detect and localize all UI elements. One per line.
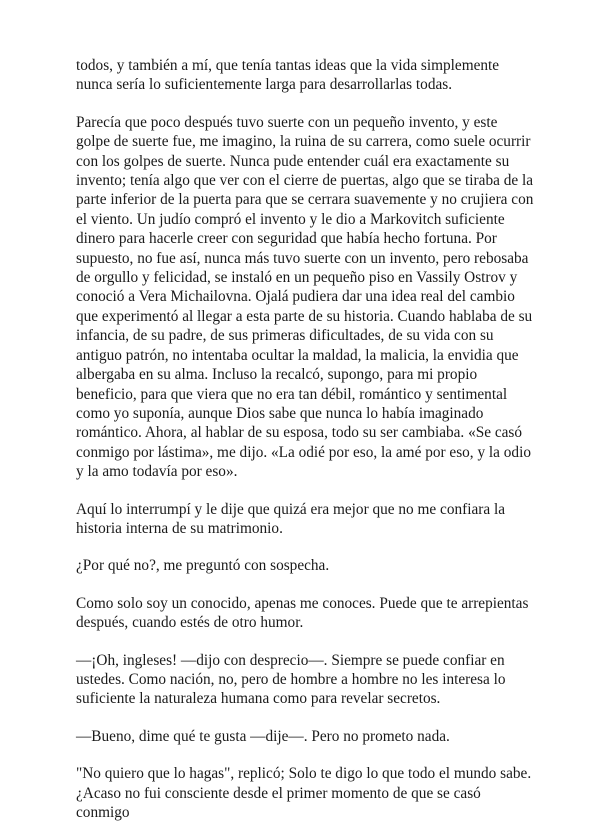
paragraph: Como solo soy un conocido, apenas me conoces. Puede que te arrepientas después, cuando estés de otro humor. (76, 594, 529, 632)
paragraph: todos, y también a mí, que tenía tantas ideas que la vida simplemente nunca sería lo suficientemente larga para desarrollarlas todas. (76, 57, 500, 94)
paragraph: —¡Oh, ingleses! —dijo con desprecio—. Siempre se puede confiar en ustedes. Como nación, no, pero de hombre a hombre no les interesa lo suficiente la naturaleza humana como para revelar secretos. (76, 651, 506, 708)
paragraph: —Bueno, dime qué te gusta —dije—. Pero no prometo nada. (76, 727, 450, 745)
paragraph: ¿Por qué no?, me preguntó con sospecha. (76, 557, 330, 575)
paragraph: "No quiero que lo hagas", replicó; Solo te digo lo que todo el mundo sabe. ¿Acaso no fui consciente desde el primer momento de que se casó conmigo (76, 765, 532, 821)
document-page (76, 56, 534, 840)
paragraph: Parecía que poco después tuvo suerte con un pequeño invento, y este golpe de suerte fue, me imagino, la ruina de su carrera, como suele ocurrir con los golpes de suerte. Nunca pude entender cuál era exactamente su invento; tenía algo que ver con el cierre de puertas, algo que se tiraba de la parte inferior de la puerta para que se cerrara suavemente y no crujiera con el viento. Un judío compró el invento y le dio a Markovitch suficiente dinero para hacerle creer con seguridad que había hecho fortuna. Por supuesto, no fue así, nunca más tuvo suerte con un invento, pero rebosaba de orgullo y felicidad, se instaló en un pequeño piso en Vassily Ostrov y conoció a Vera Michailovna. Ojalá pudiera dar una idea real del cambio que experimentó al llegar a esta parte de su historia. Cuando hablaba de su infancia, de su padre, de sus primeras dificultades, de su vida con su antiguo patrón, no intentaba ocultar la maldad, la malicia, la envidia que albergaba en su alma. Incluso la recalcó, supongo, para mi propio beneficio, para que viera que no era tan débil, romántico y sentimental como yo suponía, aunque Dios sabe que nunca lo había imaginado romántico. Ahora, al hablar de su esposa, todo su ser cambiaba. «Se casó conmigo por lástima», me dijo. «La odié por eso, la amé por eso, y la odio y la amo todavía por eso». (76, 113, 534, 481)
paragraph: Aquí lo interrumpí y le dije que quizá era mejor que no me confiara la historia interna de su matrimonio. (76, 500, 506, 537)
